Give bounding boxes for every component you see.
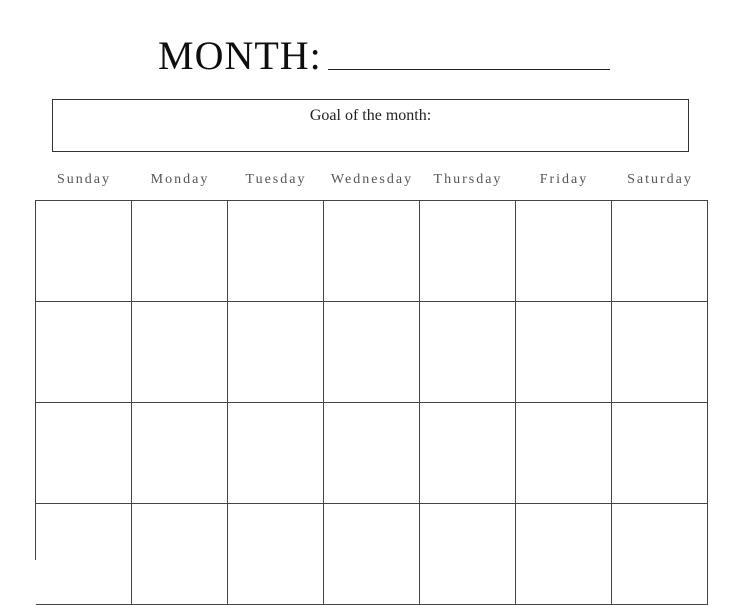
weekday-header-row	[36, 172, 708, 188]
calendar-day-cell[interactable]	[324, 201, 420, 302]
calendar-day-cell[interactable]	[612, 201, 708, 302]
calendar-day-cell[interactable]	[132, 403, 228, 504]
month-write-line[interactable]	[328, 69, 610, 70]
calendar-day-cell[interactable]	[420, 302, 516, 403]
calendar-day-cell[interactable]	[36, 302, 132, 403]
calendar-day-cell[interactable]	[36, 201, 132, 302]
calendar-day-cell[interactable]	[516, 302, 612, 403]
calendar-day-cell[interactable]	[228, 504, 324, 605]
calendar-grid	[35, 200, 708, 560]
calendar-day-cell[interactable]	[420, 504, 516, 605]
calendar-day-cell[interactable]	[612, 403, 708, 504]
calendar-day-cell[interactable]	[132, 504, 228, 605]
calendar-day-cell[interactable]	[420, 403, 516, 504]
month-title: MONTH:	[158, 33, 322, 78]
weekday-wednesday: Wednesday	[330, 172, 414, 187]
calendar-day-cell[interactable]	[36, 403, 132, 504]
goal-box[interactable]	[52, 99, 689, 152]
calendar-day-cell[interactable]	[324, 302, 420, 403]
weekday-thursday: Thursday	[433, 172, 503, 187]
weekday-saturday: Saturday	[627, 172, 693, 187]
weekday-friday: Friday	[539, 172, 589, 187]
weekday-monday: Monday	[150, 172, 210, 187]
calendar-day-cell[interactable]	[516, 403, 612, 504]
calendar-day-cell[interactable]	[36, 504, 132, 605]
calendar-day-cell[interactable]	[516, 201, 612, 302]
calendar-day-cell[interactable]	[420, 201, 516, 302]
calendar-day-cell[interactable]	[612, 302, 708, 403]
calendar-day-cell[interactable]	[324, 403, 420, 504]
calendar-day-cell[interactable]	[228, 201, 324, 302]
calendar-day-cell[interactable]	[612, 504, 708, 605]
weekday-sunday: Sunday	[57, 172, 111, 187]
calendar-day-cell[interactable]	[228, 302, 324, 403]
weekday-tuesday: Tuesday	[245, 172, 307, 187]
calendar-day-cell[interactable]	[132, 302, 228, 403]
month-title-row	[158, 30, 610, 76]
calendar-day-cell[interactable]	[516, 504, 612, 605]
goal-label: Goal of the month:	[309, 107, 432, 124]
calendar-day-cell[interactable]	[324, 504, 420, 605]
calendar-day-cell[interactable]	[132, 201, 228, 302]
calendar-day-cell[interactable]	[228, 403, 324, 504]
